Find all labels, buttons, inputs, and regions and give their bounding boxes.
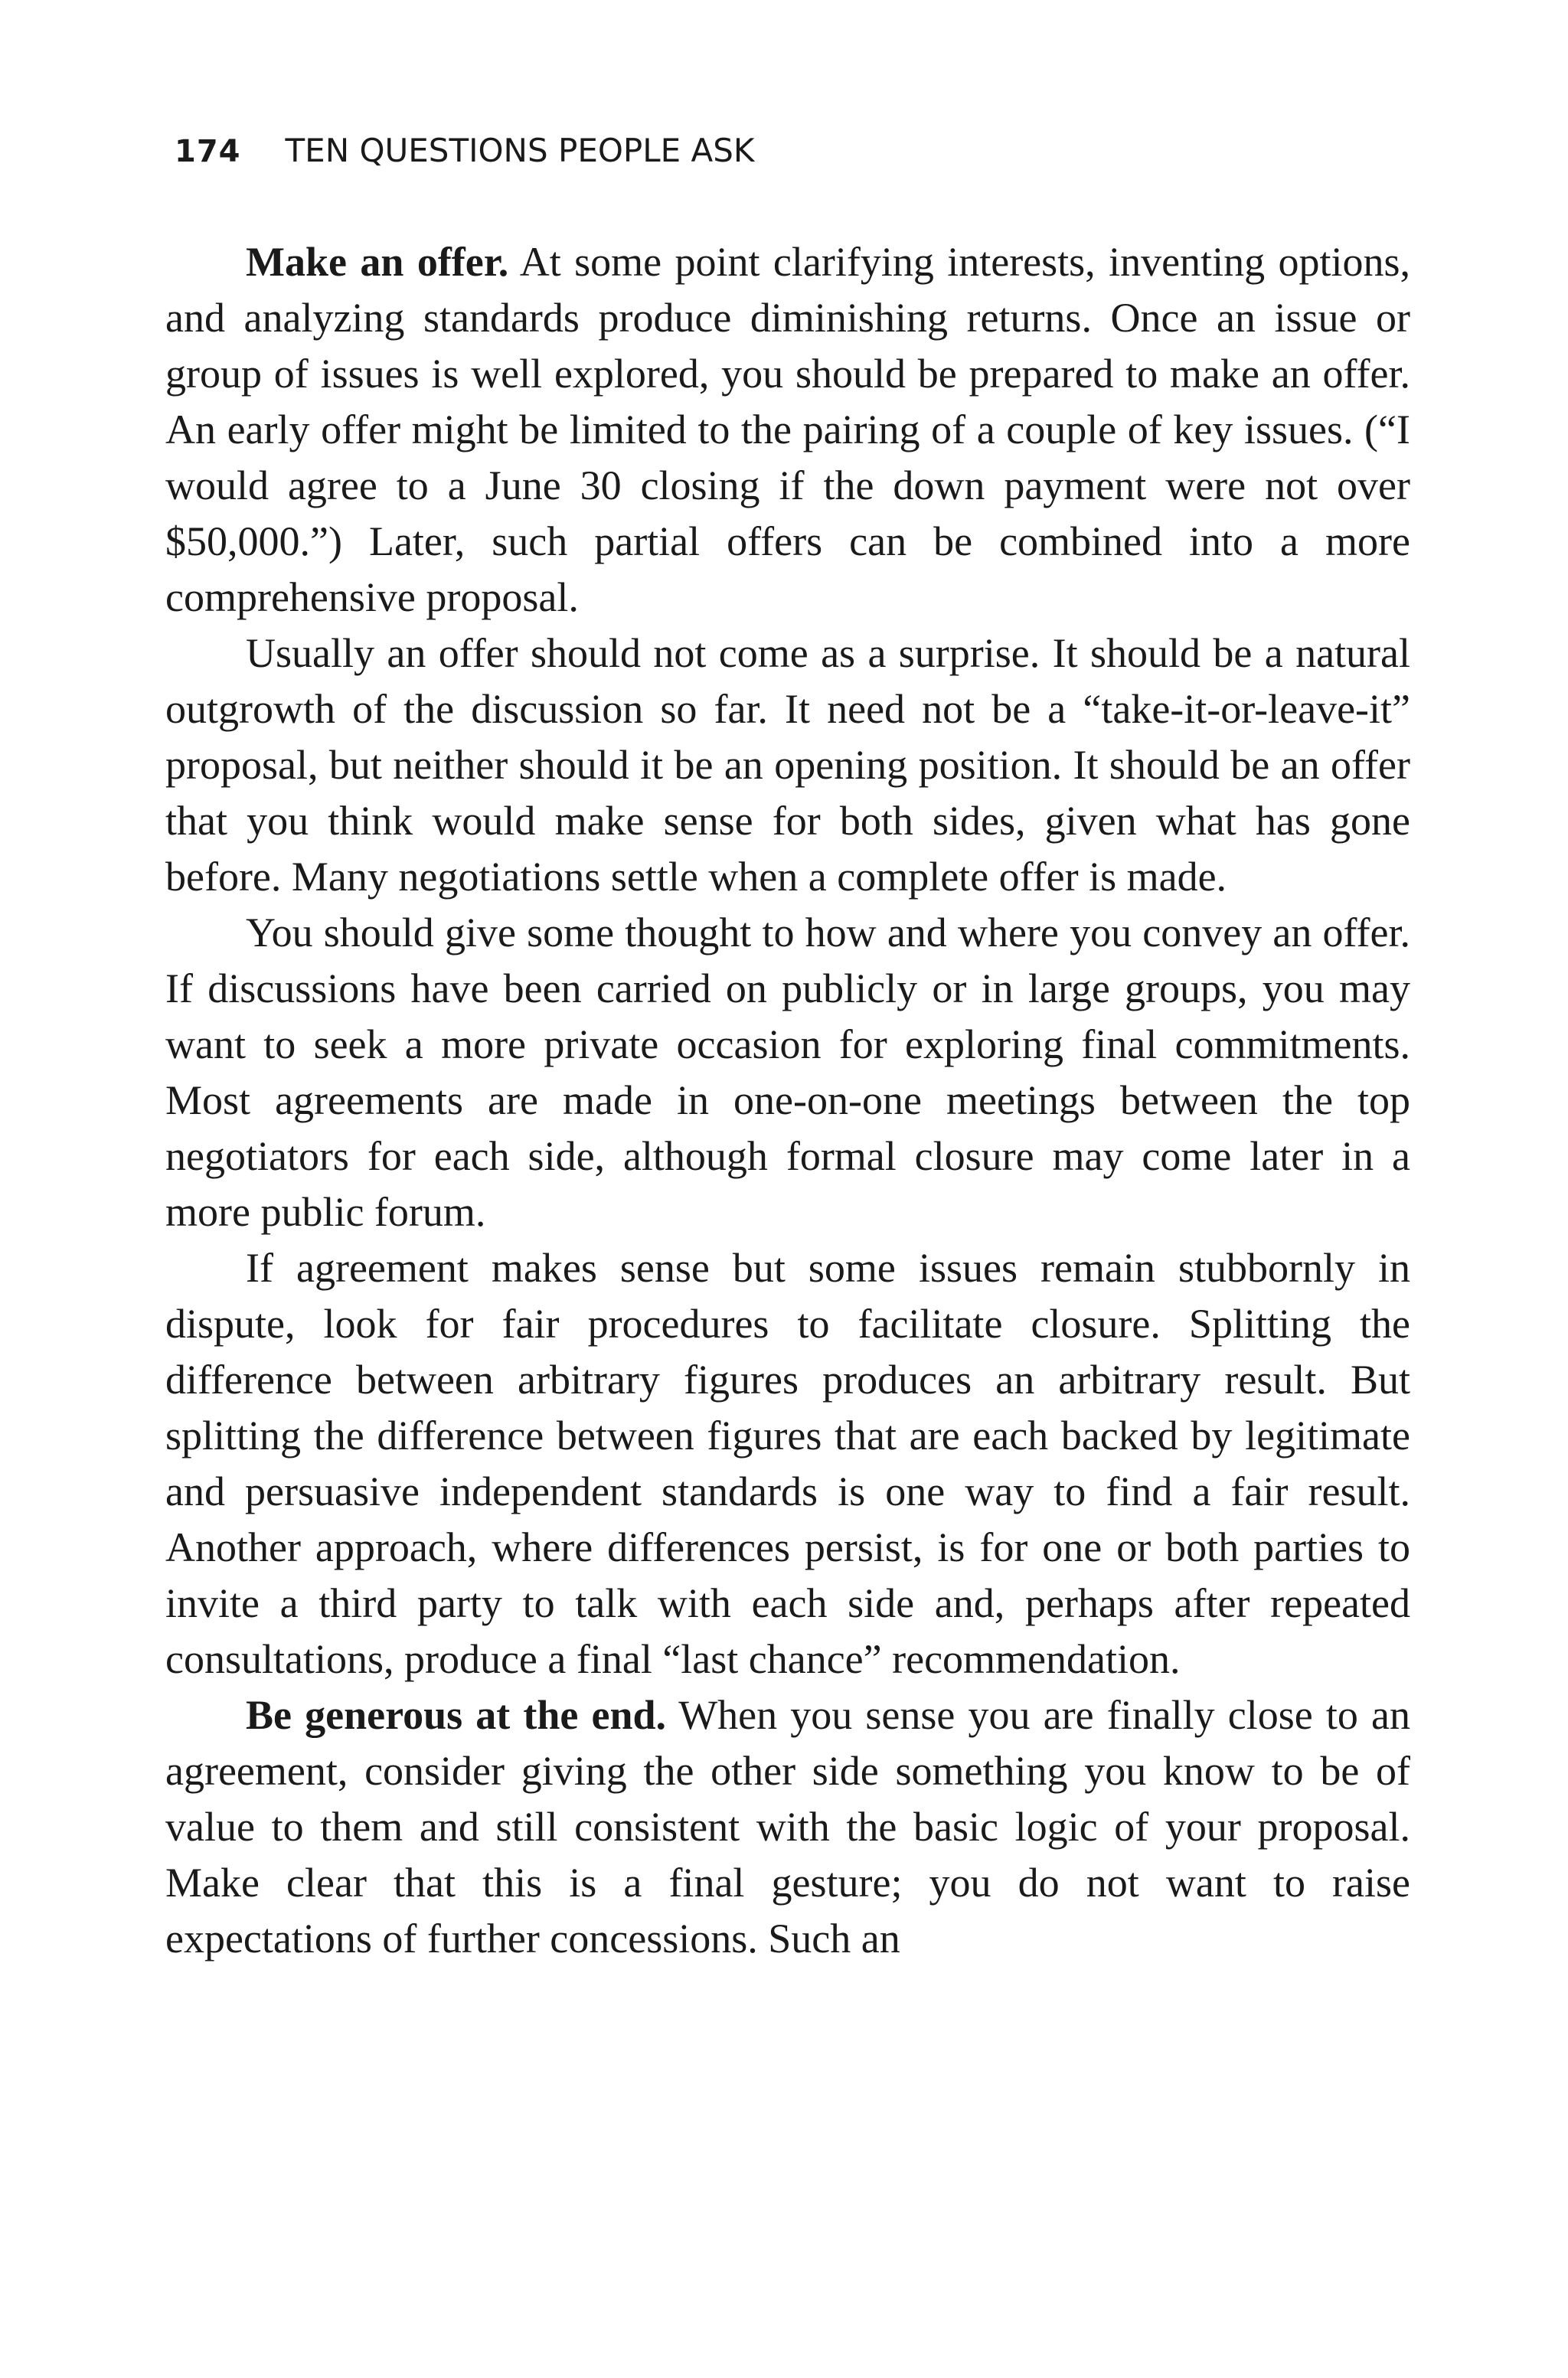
paragraph-text: Usually an offer should not come as a surprise. It should be a natural outgrowth of the discussion so far. It need not be a “take-it-or-leave-it” proposal, but neither should it be an opening position. It should be an offer that you think would make sense for both sides, given what has gone before. Many negotiations settle when a complete offer is made.: [165, 630, 1410, 900]
paragraph: [165, 905, 1410, 1240]
paragraph-make-an-offer: [165, 234, 1410, 626]
paragraph-text: When you sense you are finally close to an agreement, consider giving the other side something you know to be of value to them and still consistent with the basic logic of your proposal. Make clear that this is a final gesture; you do not want to raise expectations of further concessions. Such an: [165, 1692, 1410, 1962]
running-title: TEN QUESTIONS PEOPLE ASK: [285, 132, 755, 169]
paragraph-text: You should give some thought to how and where you convey an offer. If discussions have been carried on publicly or in large groups, you may want to seek a more private occasion for exploring final commitments. Most agreements are made in one-on-one meetings between the top negotiators for each side, although formal closure may come later in a more public forum.: [165, 910, 1410, 1235]
paragraph-be-generous: [165, 1687, 1410, 1967]
paragraph: [165, 1240, 1410, 1687]
paragraph-text: If agreement makes sense but some issues remain stubbornly in dispute, look for fair procedures to facilitate closure. Splitting the difference between arbitrary figures produces an arbitrary result. But splitting the difference between figures that are each backed by legitimate and persuasive independent standards is one way to find a fair result. Another approach, where differences persist, is for one or both parties to invite a third party to talk with each side and, perhaps after repeated consultations, produce a final “last chance” recommendation.: [165, 1245, 1410, 1682]
page-number: 174: [175, 134, 241, 169]
paragraph: [165, 626, 1410, 905]
paragraph-text: At some point clarifying interests, inventing options, and analyzing standards produce diminishing returns. Once an issue or group of issues is well explored, you should be prepared to make an offer. An early offer might be limited to the pairing of a couple of key issues. (“I would agree to a June 30 closing if the down payment were not over $50,000.”) Later, such partial offers can be combined into a more comprehensive proposal.: [165, 239, 1410, 620]
run-in-heading-make-an-offer: Make an offer.: [246, 239, 509, 285]
body-text: [165, 234, 1410, 1967]
run-in-heading-be-generous: Be generous at the end.: [246, 1692, 667, 1738]
running-head: [175, 132, 1430, 185]
